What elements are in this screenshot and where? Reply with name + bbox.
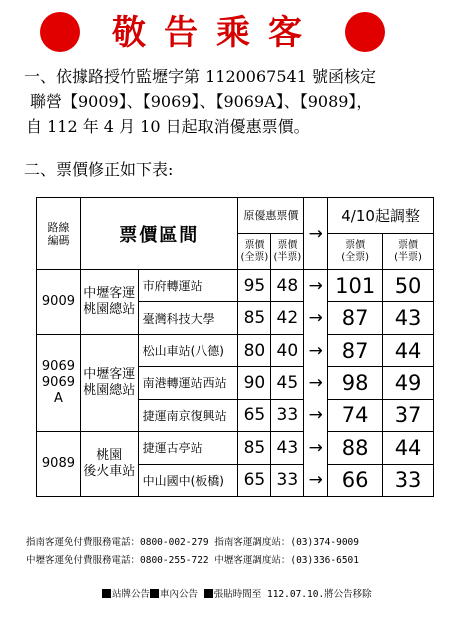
new-full-fare: 87 <box>328 334 383 366</box>
terminal: 中壢客運 桃園總站 <box>80 270 138 335</box>
old-half-fare: 33 <box>271 464 304 496</box>
route-code: 9089 <box>37 432 81 497</box>
old-full-fare: 65 <box>238 464 271 496</box>
new-full-label: 票價 (全票) <box>328 234 383 270</box>
arrow: → <box>304 464 328 496</box>
posting-info <box>102 586 372 600</box>
old-full-fare: 90 <box>238 367 271 399</box>
new-fare-header: 4/10起調整 <box>328 198 434 234</box>
old-fare-header: 原優惠票價 <box>238 198 304 234</box>
new-half-fare: 43 <box>383 302 434 334</box>
red-circle-icon <box>40 12 80 52</box>
old-half-fare: 40 <box>271 334 304 366</box>
footer-contact-line-1: 指南客運免付費服務電話：0800-002-279 指南客運調度站：(03)374-9009 <box>26 537 359 548</box>
table-row <box>37 270 434 302</box>
old-half-fare: 48 <box>271 270 304 302</box>
stop-name: 捷運古亭站 <box>138 432 238 464</box>
old-full-fare: 65 <box>238 399 271 431</box>
fare-table <box>36 197 434 497</box>
route-code-header: 路線 編碼 <box>37 198 81 270</box>
section-2-heading: 二、票價修正如下表: <box>24 160 174 179</box>
new-full-fare: 88 <box>328 432 383 464</box>
posting-vehicle: 車內公告 <box>160 589 199 600</box>
stop-name: 中山國中(板橋) <box>138 464 238 496</box>
old-half-fare: 33 <box>271 399 304 431</box>
new-full-fare: 101 <box>328 270 383 302</box>
arrow: → <box>304 270 328 302</box>
notice-header <box>0 6 449 58</box>
new-half-label: 票價 (半票) <box>383 234 434 270</box>
notice-line-2: 聯營【9009】、【9069】、【9069A】、【9089】， <box>30 92 373 111</box>
new-half-fare: 44 <box>383 432 434 464</box>
checkbox-square-icon <box>102 589 111 598</box>
stop-name: 松山車站(八德) <box>138 334 238 366</box>
notice-line-3: 自 112 年 4 月 10 日起取消優惠票價。 <box>26 117 310 136</box>
arrow: → <box>304 432 328 464</box>
stop-name: 臺灣科技大學 <box>138 302 238 334</box>
old-full-fare: 85 <box>238 432 271 464</box>
terminal: 中壢客運 桃園總站 <box>80 334 138 431</box>
route-code: 9009 <box>37 270 81 335</box>
old-full-fare: 95 <box>238 270 271 302</box>
red-circle-icon <box>345 12 385 52</box>
footer-contact-line-2: 中壢客運免付費服務電話：0800-255-722 中壢客運調度站：(03)336-6501 <box>26 555 359 566</box>
new-half-fare: 49 <box>383 367 434 399</box>
old-full-fare: 80 <box>238 334 271 366</box>
new-half-fare: 37 <box>383 399 434 431</box>
arrow: → <box>304 399 328 431</box>
old-full-label: 票價 (全票) <box>238 234 271 270</box>
notice-title: 敬告乘客 <box>112 13 320 53</box>
new-full-fare: 98 <box>328 367 383 399</box>
table-row <box>37 432 434 464</box>
checkbox-square-icon <box>204 589 213 598</box>
terminal: 桃園 後火車站 <box>80 432 138 497</box>
arrow: → <box>304 302 328 334</box>
new-half-fare: 44 <box>383 334 434 366</box>
table-row <box>37 334 434 366</box>
fare-section-header: 票價區間 <box>80 198 238 270</box>
new-full-fare: 66 <box>328 464 383 496</box>
posting-period: 張貼時間至 112.07.10.將公告移除 <box>213 589 372 600</box>
new-full-fare: 74 <box>328 399 383 431</box>
new-half-fare: 50 <box>383 270 434 302</box>
stop-name: 捷運南京復興站 <box>138 399 238 431</box>
notice-line-1: 一、依據路授竹監壢字第 1120067541 號函核定 <box>24 67 376 86</box>
old-half-label: 票價 (半票) <box>271 234 304 270</box>
arrow: → <box>304 367 328 399</box>
new-full-fare: 87 <box>328 302 383 334</box>
new-half-fare: 33 <box>383 464 434 496</box>
posting-stop: 站牌公告 <box>112 589 151 600</box>
route-code: 9069 9069 A <box>37 334 81 431</box>
stop-name: 南港轉運站西站 <box>138 367 238 399</box>
arrow-header: → <box>304 198 328 270</box>
old-half-fare: 42 <box>271 302 304 334</box>
old-half-fare: 45 <box>271 367 304 399</box>
old-half-fare: 43 <box>271 432 304 464</box>
old-full-fare: 85 <box>238 302 271 334</box>
notice-body <box>24 64 444 139</box>
arrow: → <box>304 334 328 366</box>
stop-name: 市府轉運站 <box>138 270 238 302</box>
checkbox-square-icon <box>150 589 159 598</box>
